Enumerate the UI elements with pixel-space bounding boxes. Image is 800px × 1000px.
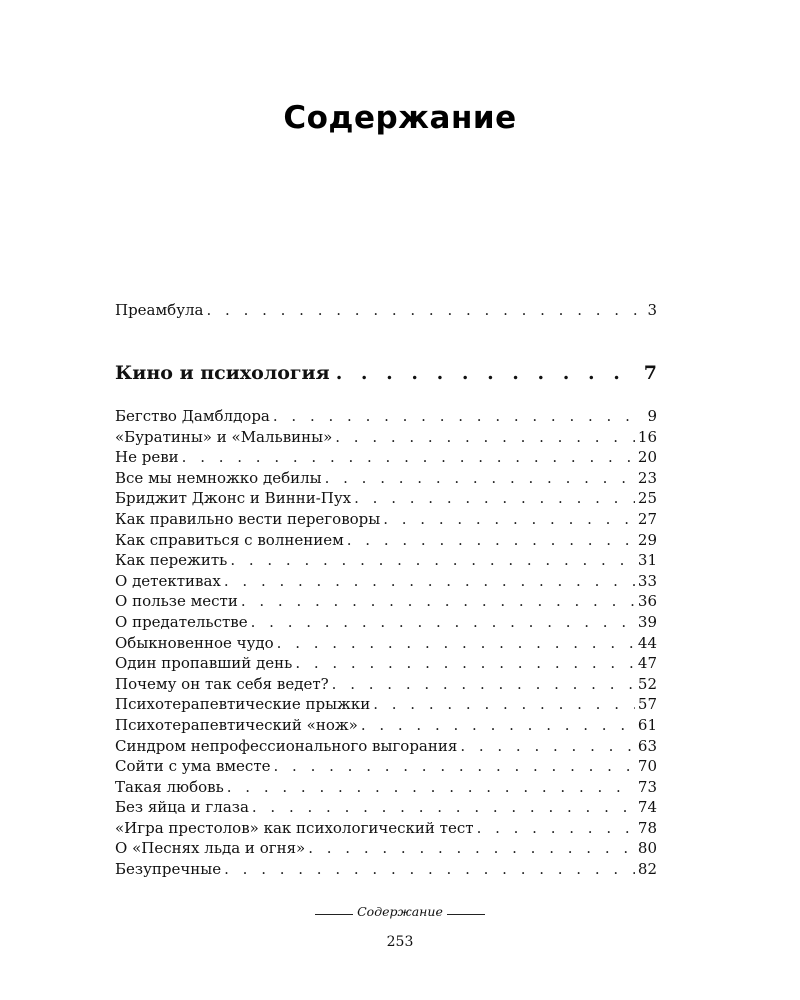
- dot-leader: [273, 406, 645, 427]
- toc-entry: [115, 550, 657, 571]
- dot-leader: [182, 447, 635, 468]
- toc-entry-label: Преамбула: [115, 301, 204, 319]
- toc-entry-page: 39: [637, 612, 657, 631]
- dot-leader: [207, 300, 645, 321]
- toc-entry-page: 73: [637, 777, 657, 796]
- toc-entry: [115, 653, 657, 674]
- toc-entry-page: 80: [637, 839, 657, 858]
- toc-entry-page: 47: [637, 654, 657, 673]
- toc-entry-label: О детективах: [115, 571, 221, 590]
- toc-entry: [115, 612, 657, 633]
- toc-entry: [115, 797, 657, 818]
- toc-entry-page: 44: [637, 633, 657, 652]
- dot-leader: [332, 674, 635, 695]
- toc-entry-label: Сойти с ума вместе: [115, 757, 271, 776]
- toc-entry-page: 52: [637, 674, 657, 693]
- toc-section-heading: [115, 362, 657, 384]
- dot-leader: [361, 715, 635, 736]
- toc-entry: [115, 509, 657, 530]
- toc-entry-page: 9: [647, 407, 657, 425]
- toc-entry: [115, 571, 657, 592]
- footer-rule-left: [315, 914, 353, 915]
- toc-entry: [115, 715, 657, 736]
- toc-entry-label: Бриджит Джонс и Винни-Пух: [115, 489, 352, 508]
- dot-leader: [460, 736, 635, 757]
- toc-entry-label: Все мы немножко дебилы: [115, 468, 322, 487]
- dot-leader: [252, 797, 635, 818]
- page-title: Содержание: [283, 100, 517, 136]
- toc-entry: [115, 736, 657, 757]
- toc-entry: [115, 756, 657, 777]
- dot-leader: [347, 530, 635, 551]
- toc-entry-page: 82: [637, 860, 657, 879]
- running-footer: [0, 904, 800, 919]
- toc-entry-label: Безупречные: [115, 860, 222, 879]
- section-label: Кино и психология: [115, 362, 330, 384]
- toc-entry: [115, 468, 657, 489]
- toc-section: [115, 362, 657, 384]
- dot-leader: [241, 591, 635, 612]
- toc-entry: [115, 674, 657, 695]
- dot-leader: [274, 756, 635, 777]
- toc-preamble: [115, 300, 657, 321]
- toc-entry-label: Психотерапевтический «нож»: [115, 715, 358, 734]
- toc-entry-label: «Буратины» и «Мальвины»: [115, 427, 333, 446]
- toc-entry-label: Такая любовь: [115, 777, 224, 796]
- dot-leader: [230, 550, 635, 571]
- toc-entry-preamble: [115, 300, 657, 321]
- section-page: 7: [643, 362, 657, 384]
- dot-leader: [295, 653, 635, 674]
- dot-leader: [477, 818, 635, 839]
- toc-entry-label: Не реви: [115, 448, 179, 467]
- footer-rule-right: [447, 914, 485, 915]
- toc-entry-label: Один пропавший день: [115, 654, 293, 673]
- toc-entry-label: Психотерапевтические прыжки: [115, 695, 371, 714]
- toc-entry: [115, 777, 657, 798]
- toc-entry: [115, 859, 657, 880]
- toc-entry-page: 3: [647, 301, 657, 319]
- toc-entry: [115, 447, 657, 468]
- dot-leader: [325, 468, 635, 489]
- running-title: Содержание: [357, 904, 443, 919]
- toc-entry: [115, 838, 657, 859]
- toc-entry-page: 70: [637, 757, 657, 776]
- dot-leader: [354, 488, 635, 509]
- toc-entry-page: 78: [637, 818, 657, 837]
- toc-entries-list: [115, 406, 657, 880]
- dot-leader: [383, 509, 635, 530]
- toc-entry-page: 61: [637, 715, 657, 734]
- dot-leader: [336, 362, 640, 384]
- toc-entry: [115, 427, 657, 448]
- toc-entry-page: 16: [637, 427, 657, 446]
- toc-entry-label: Почему он так себя ведет?: [115, 674, 329, 693]
- toc-entry-page: 20: [637, 448, 657, 467]
- toc-entry-page: 63: [637, 736, 657, 755]
- toc-entry-label: «Игра престолов» как психологический тест: [115, 818, 474, 837]
- toc-entry-page: 25: [637, 489, 657, 508]
- toc-entry-label: О «Песнях льда и огня»: [115, 839, 306, 858]
- toc-entry-page: 31: [637, 551, 657, 570]
- toc-entry: [115, 633, 657, 654]
- toc-entry-page: 29: [637, 530, 657, 549]
- toc-entry: [115, 591, 657, 612]
- toc-entry-page: 74: [637, 798, 657, 817]
- toc-entry-label: Как правильно вести переговоры: [115, 509, 381, 528]
- toc-entry-label: О предательстве: [115, 612, 248, 631]
- toc-entry-label: Бегство Дамблдора: [115, 407, 270, 425]
- toc-entry-label: Как справиться с волнением: [115, 530, 344, 549]
- toc-entry-label: Обыкновенное чудо: [115, 633, 274, 652]
- page-number: 253: [386, 934, 414, 950]
- toc-entry-page: 57: [637, 695, 657, 714]
- toc-entry: [115, 694, 657, 715]
- toc-entry-label: О пользе мести: [115, 592, 238, 611]
- dot-leader: [335, 427, 635, 448]
- dot-leader: [277, 633, 635, 654]
- dot-leader: [227, 777, 635, 798]
- toc-entry: [115, 406, 657, 427]
- toc-entry-label: Синдром непрофессионального выгорания: [115, 736, 458, 755]
- dot-leader: [251, 612, 635, 633]
- toc-entry-page: 36: [637, 592, 657, 611]
- toc-entry-label: Как пережить: [115, 551, 228, 570]
- dot-leader: [373, 694, 635, 715]
- toc-entry: [115, 818, 657, 839]
- toc-entry: [115, 530, 657, 551]
- toc-entry-page: 27: [637, 509, 657, 528]
- dot-leader: [308, 838, 635, 859]
- toc-entry-label: Без яйца и глаза: [115, 798, 249, 817]
- toc-entry: [115, 488, 657, 509]
- dot-leader: [224, 859, 635, 880]
- toc-entry-page: 33: [637, 571, 657, 590]
- toc-entry-page: 23: [637, 468, 657, 487]
- dot-leader: [224, 571, 635, 592]
